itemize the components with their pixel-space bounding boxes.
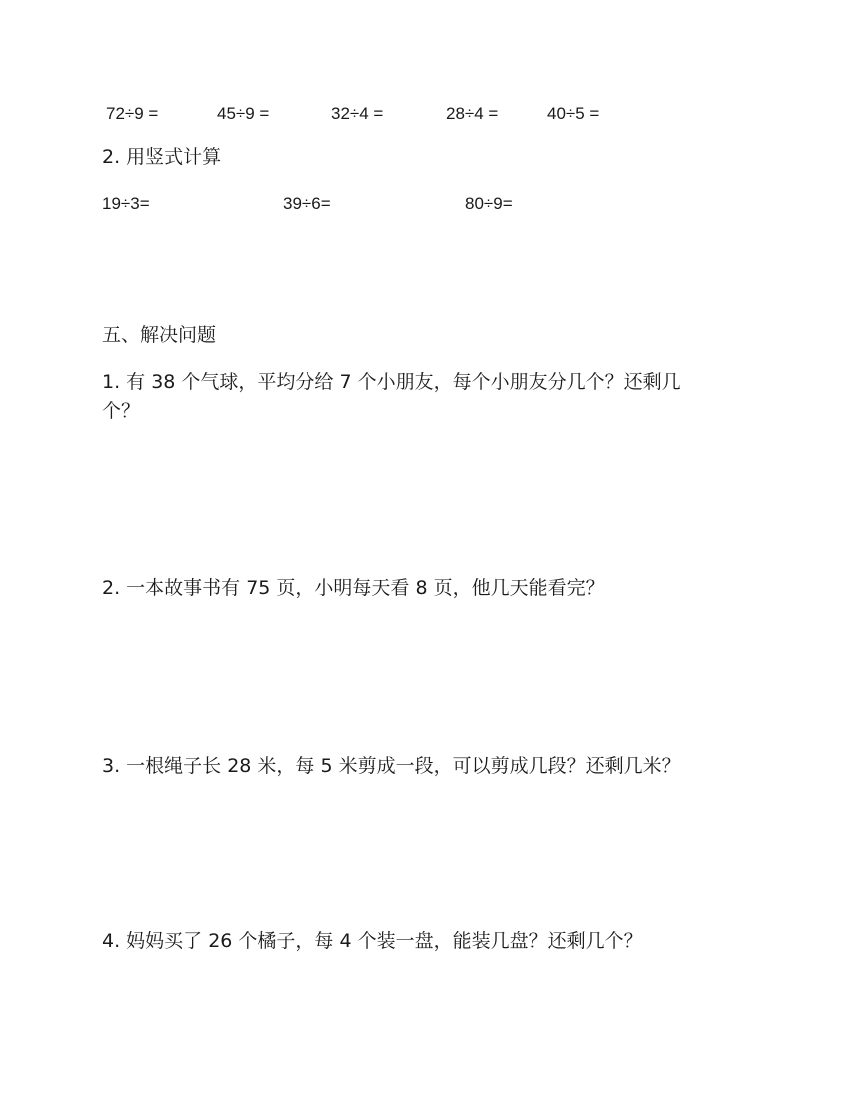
problem-2: 2. 一本故事书有 75 页，小明每天看 8 页，他几天能看完？: [102, 577, 605, 599]
vertical-calc-item: 80÷9=: [465, 194, 513, 213]
oral-calc-item: 32÷4 =: [331, 104, 384, 123]
oral-calc-item: 45÷9 =: [217, 104, 270, 123]
problem-4: 4. 妈妈买了 26 个橘子，每 4 个装一盘，能装几盘？还剩几个？: [102, 930, 643, 952]
problem-1-line-1: 1. 有 38 个气球，平均分给 7 个小朋友，每个小朋友分几个？还剩几: [102, 371, 681, 393]
oral-calc-item: 40÷5 =: [547, 104, 600, 123]
vertical-calc-item: 19÷3=: [102, 194, 150, 213]
vertical-calc-heading: 2. 用竖式计算: [102, 146, 222, 168]
vertical-calc-item: 39÷6=: [283, 194, 331, 213]
oral-calc-item: 28÷4 =: [446, 104, 499, 123]
section-heading: 五、解决问题: [102, 324, 217, 346]
oral-calc-item: 72÷9 =: [106, 104, 159, 123]
problem-3: 3. 一根绳子长 28 米，每 5 米剪成一段，可以剪成几段？还剩几米？: [102, 755, 681, 777]
problem-1-line-2: 个？: [102, 400, 141, 422]
